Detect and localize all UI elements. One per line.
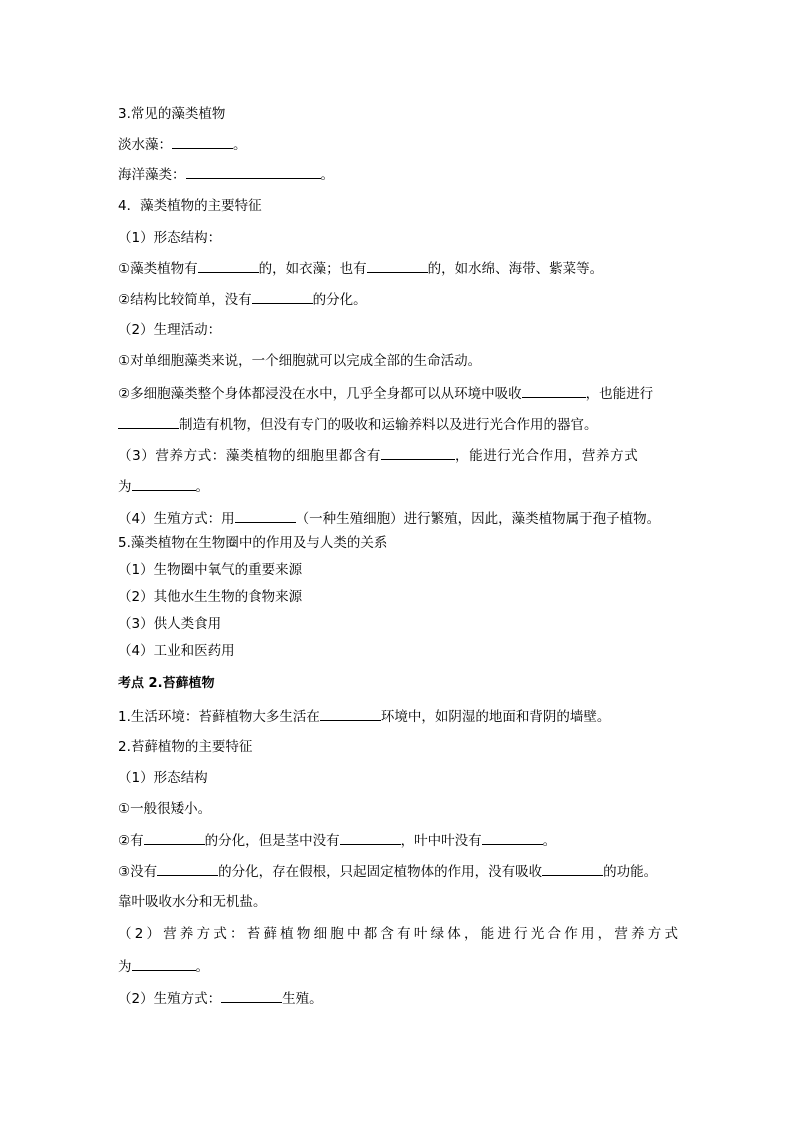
answer-blank[interactable] xyxy=(144,830,205,845)
answer-blank[interactable] xyxy=(132,476,196,491)
answer-blank[interactable] xyxy=(132,956,196,971)
question-moss-reproduction: （2）生殖方式： 生殖。 xyxy=(118,988,323,1009)
question-multicellular: ②多细胞藻类整个身体都浸没在水中，几乎全身都可以从环境中吸收 ，也能进行 xyxy=(118,383,653,404)
answer-blank[interactable] xyxy=(542,861,603,876)
question-reproduction: （4）生殖方式：用 （一种生殖细胞）进行繁殖，因此，藻类植物属于孢子植物。 xyxy=(118,508,660,529)
answer-blank[interactable] xyxy=(252,289,313,304)
answer-blank[interactable] xyxy=(186,164,321,179)
text-short: ①一般很矮小。 xyxy=(118,801,212,817)
question-multicellular-cont: 制造有机物，但没有专门的吸收和运输养料以及进行光合作用的器官。 xyxy=(118,414,598,435)
subheading-physiology: （2）生理活动： xyxy=(118,322,222,338)
question-habitat: 1.生活环境：苔藓植物大多生活在 环境中，如阴湿的地面和背阴的墙壁。 xyxy=(118,706,610,727)
question-freshwater-algae: 淡水藻： 。 xyxy=(118,134,247,155)
section-heading-3: 3.常见的藻类植物 xyxy=(118,106,226,122)
question-stem-leaf: ②有 的分化，但是茎中没有 ，叶中叶没有 。 xyxy=(118,830,556,851)
answer-blank[interactable] xyxy=(340,830,401,845)
question-marine-algae: 海洋藻类： 。 xyxy=(118,164,334,185)
answer-blank[interactable] xyxy=(172,134,233,149)
question-structure: ②结构比较简单，没有 的分化。 xyxy=(118,289,367,310)
answer-blank[interactable] xyxy=(235,508,296,523)
topic-heading-moss: 考点 2.苔藓植物 xyxy=(118,676,215,691)
question-root: ③没有 的分化，存在假根，只起固定植物体的作用，没有吸收 的功能。 xyxy=(118,861,657,882)
question-moss-nutrition: （2）营养方式：苔藓植物细胞中都含有叶绿体，能进行光合作用，营养方式 xyxy=(118,926,678,942)
subheading-morphology: （1）形态结构： xyxy=(118,230,222,246)
subheading-moss-morphology: （1）形态结构 xyxy=(118,770,208,786)
answer-blank[interactable] xyxy=(381,445,455,460)
list-item: （3）供人类食用 xyxy=(118,616,222,632)
text-unicellular: ①对单细胞藻类来说，一个细胞就可以完成全部的生命活动。 xyxy=(118,353,482,369)
answer-blank[interactable] xyxy=(482,830,543,845)
question-moss-nutrition-cont: 为 。 xyxy=(118,956,209,977)
moss-features-heading: 2.苔藓植物的主要特征 xyxy=(118,739,253,755)
answer-blank[interactable] xyxy=(320,706,381,721)
question-nutrition-cont: 为 。 xyxy=(118,476,209,497)
answer-blank[interactable] xyxy=(157,861,218,876)
list-item: （2）其他水生生物的食物来源 xyxy=(118,589,303,605)
list-item: （4）工业和医药用 xyxy=(118,643,235,659)
answer-blank[interactable] xyxy=(118,414,179,429)
section-heading-5: 5.藻类植物在生物圈中的作用及与人类的关系 xyxy=(118,535,388,551)
answer-blank[interactable] xyxy=(367,258,428,273)
section-heading-4: 4．藻类植物的主要特征 xyxy=(118,198,262,214)
question-nutrition: （3）营养方式：藻类植物的细胞里都含有 ，能进行光合作用，营养方式 xyxy=(118,445,638,466)
answer-blank[interactable] xyxy=(198,258,259,273)
list-item: （1）生物圈中氧气的重要来源 xyxy=(118,562,303,578)
answer-blank[interactable] xyxy=(221,988,282,1003)
text-leaf-absorb: 靠叶吸收水分和无机盐。 xyxy=(118,894,267,910)
answer-blank[interactable] xyxy=(522,383,586,398)
question-algae-types: ①藻类植物有 的，如衣藻；也有 的，如水绵、海带、紫菜等。 xyxy=(118,258,603,279)
